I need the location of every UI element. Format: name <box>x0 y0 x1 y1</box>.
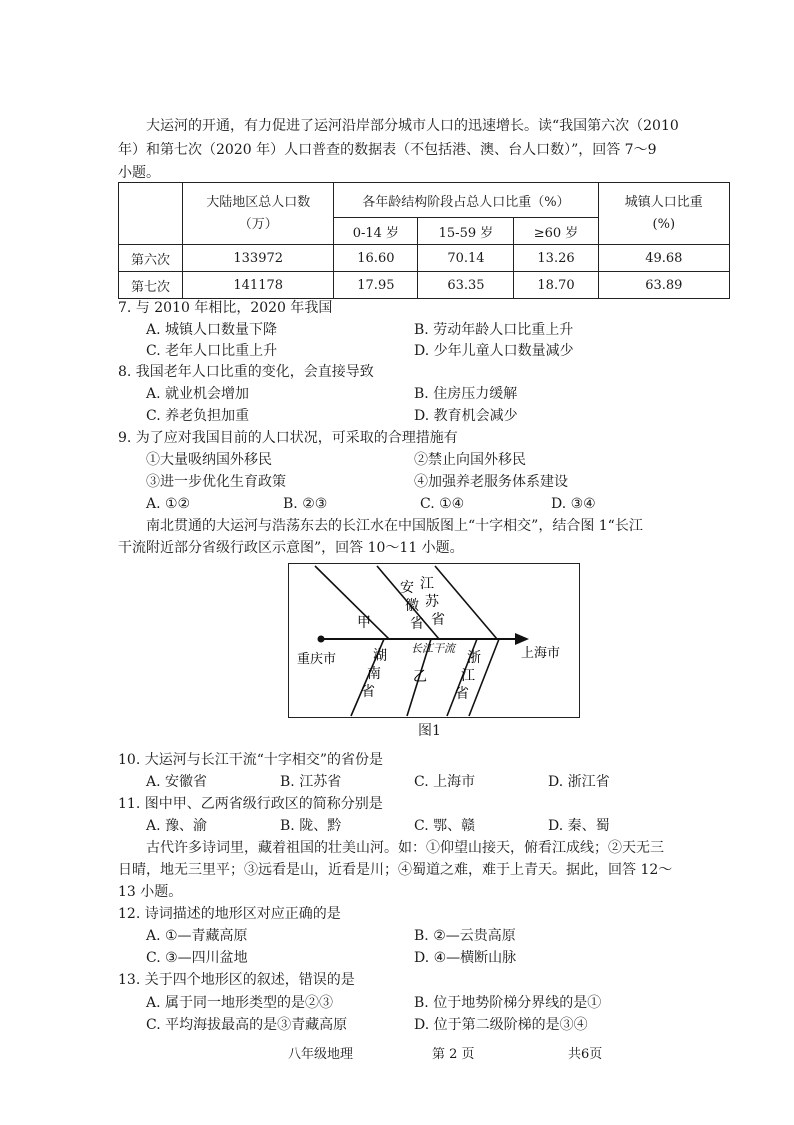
q9-statement-4: ④加强养老服务体系建设 <box>414 474 568 490</box>
header-urban <box>598 183 729 245</box>
q11-option-b[interactable]: B. 陇、黔 <box>280 818 342 834</box>
header-age-0-14: 0-14 岁 <box>334 218 418 245</box>
q12-option-a[interactable]: A. ①—青藏高原 <box>146 928 248 944</box>
row-total: 133972 <box>183 245 334 272</box>
label-anhui-3: 省 <box>410 616 424 632</box>
row-age-a: 17.95 <box>334 272 418 299</box>
footer-total-pages: 共6页 <box>568 1047 603 1062</box>
q9-statement-1: ①大量吸纳国外移民 <box>146 452 272 468</box>
header-urban-unit: (%) <box>652 216 676 232</box>
q7-option-d[interactable]: D. 少年儿童人口数量减少 <box>414 343 574 359</box>
river-arrowhead <box>515 633 529 645</box>
label-zhejiang-2: 江 <box>461 668 475 684</box>
intro3-line2: 日晴，地无三里平；③远看是山，近看是川；④蜀道之难，难于上青天。据此，回答 12～ <box>118 862 673 878</box>
q9-option-d[interactable]: D. ③④ <box>551 496 596 512</box>
intro2-line1: 南北贯通的大运河与浩荡东去的长江水在中国版图上“十字相交”，结合图 1“长江 <box>146 518 643 534</box>
header-total-label: 大陆地区总人口数 <box>206 194 311 210</box>
figure-caption: 图1 <box>418 723 441 739</box>
label-anhui-1: 安 <box>400 580 414 596</box>
label-hunan-2: 南 <box>367 666 381 682</box>
footer-page-number: 第 2 页 <box>432 1047 475 1062</box>
q11-option-d[interactable]: D. 秦、蜀 <box>548 818 610 834</box>
q7-stem: 7. 与 2010 年相比，2020 年我国 <box>118 300 333 316</box>
label-zhejiang-1: 浙 <box>467 650 481 666</box>
q10-option-d[interactable]: D. 浙江省 <box>548 774 610 790</box>
row-urban: 49.68 <box>598 245 729 272</box>
label-river: 长江干流 <box>411 642 455 655</box>
q9-stem: 9. 为了应对我国目前的人口状况，可采取的合理措施有 <box>118 430 458 446</box>
row-label: 第七次 <box>119 272 183 299</box>
figure-1-svg <box>289 564 579 717</box>
intro1-line3: 小题。 <box>118 165 160 181</box>
footer-subject: 八年级地理 <box>288 1047 354 1062</box>
q8-stem: 8. 我国老年人口比重的变化，会直接导致 <box>118 364 374 380</box>
q9-option-a[interactable]: A. ①② <box>146 496 191 512</box>
table-corner <box>119 183 183 245</box>
label-hunan-1: 湖 <box>373 648 387 664</box>
q12-option-c[interactable]: C. ③—四川盆地 <box>146 950 248 966</box>
q13-stem: 13. 关于四个地形区的叙述，错误的是 <box>118 972 355 988</box>
q8-option-c[interactable]: C. 养老负担加重 <box>146 408 250 424</box>
q9-statement-3: ③进一步优化生育政策 <box>146 474 286 490</box>
row-age-c: 13.26 <box>514 245 598 272</box>
boundary-upper-1 <box>315 566 389 639</box>
header-age-15-59: 15-59 岁 <box>418 218 514 245</box>
q8-option-d[interactable]: D. 教育机会减少 <box>414 408 518 424</box>
q8-option-b[interactable]: B. 住房压力缓解 <box>414 386 518 402</box>
header-total <box>183 183 334 245</box>
label-jiangsu-2: 苏 <box>425 594 439 610</box>
header-age: 各年龄结构阶段占总人口比重（%） <box>334 183 598 218</box>
intro3-line3: 13 小题。 <box>118 884 183 900</box>
q7-option-b[interactable]: B. 劳动年龄人口比重上升 <box>414 322 574 338</box>
row-age-b: 70.14 <box>418 245 514 272</box>
q11-stem: 11. 图中甲、乙两省级行政区的简称分别是 <box>118 796 383 812</box>
row-age-b: 63.35 <box>418 272 514 299</box>
row-age-c: 18.70 <box>514 272 598 299</box>
q10-option-b[interactable]: B. 江苏省 <box>280 774 342 790</box>
label-jia: 甲 <box>357 615 371 631</box>
q9-statement-2: ②禁止向国外移民 <box>414 452 526 468</box>
q11-option-a[interactable]: A. 豫、渝 <box>146 818 208 834</box>
q13-option-a[interactable]: A. 属于同一地形类型的是②③ <box>146 995 334 1011</box>
q10-stem: 10. 大运河与长江干流“十字相交”的省份是 <box>118 752 384 768</box>
intro1-line2: 年）和第七次（2020 年）人口普查的数据表（不包括港、澳、台人口数）”，回答 7～9 <box>118 142 657 158</box>
label-chongqing: 重庆市 <box>297 652 337 667</box>
row-total: 141178 <box>183 272 334 299</box>
q11-option-c[interactable]: C. 鄂、赣 <box>414 818 476 834</box>
q12-stem: 12. 诗词描述的地形区对应正确的是 <box>118 906 341 922</box>
intro3-line1: 古代许多诗词里，藏着祖国的壮美山河。如：①仰望山接天，俯看江成线；②天无三 <box>146 840 664 856</box>
header-age-60: ≥60 岁 <box>514 218 598 245</box>
q7-option-c[interactable]: C. 老年人口比重上升 <box>146 343 278 359</box>
q9-option-c[interactable]: C. ①④ <box>420 496 465 512</box>
table-row <box>119 245 730 272</box>
label-zhejiang-3: 省 <box>455 686 469 702</box>
chongqing-dot <box>318 636 325 643</box>
figure-1-diagram <box>288 563 580 718</box>
label-yi: 乙 <box>413 669 427 685</box>
q12-option-d[interactable]: D. ④—横断山脉 <box>414 950 517 966</box>
q13-option-d[interactable]: D. 位于第二级阶梯的是③④ <box>414 1017 588 1033</box>
row-age-a: 16.60 <box>334 245 418 272</box>
intro2-line2: 干流附近部分省级行政区示意图”，回答 10～11 小题。 <box>118 540 464 556</box>
label-jiangsu-3: 省 <box>431 612 445 628</box>
row-label: 第六次 <box>119 245 183 272</box>
q10-option-a[interactable]: A. 安徽省 <box>146 774 208 790</box>
label-anhui-2: 徽 <box>405 598 419 614</box>
census-table <box>118 182 730 299</box>
boundary-upper-3 <box>435 566 497 639</box>
q8-option-a[interactable]: A. 就业机会增加 <box>146 386 250 402</box>
header-total-unit: （万） <box>238 216 278 232</box>
q7-option-a[interactable]: A. 城镇人口数量下降 <box>146 322 278 338</box>
intro1-line1: 大运河的开通，有力促进了运河沿岸部分城市人口的迅速增长。读“我国第六次（2010 <box>146 118 679 134</box>
header-urban-label: 城镇人口比重 <box>624 194 703 210</box>
table-row <box>119 272 730 299</box>
q10-option-c[interactable]: C. 上海市 <box>414 774 476 790</box>
q12-option-b[interactable]: B. ②—云贵高原 <box>414 928 516 944</box>
q9-option-b[interactable]: B. ②③ <box>283 496 328 512</box>
row-urban: 63.89 <box>598 272 729 299</box>
label-shanghai: 上海市 <box>521 646 561 661</box>
label-hunan-3: 省 <box>361 684 375 700</box>
q13-option-c[interactable]: C. 平均海拔最高的是③青藏高原 <box>146 1017 348 1033</box>
label-jiangsu-1: 江 <box>420 576 434 592</box>
q13-option-b[interactable]: B. 位于地势阶梯分界线的是① <box>414 995 602 1011</box>
